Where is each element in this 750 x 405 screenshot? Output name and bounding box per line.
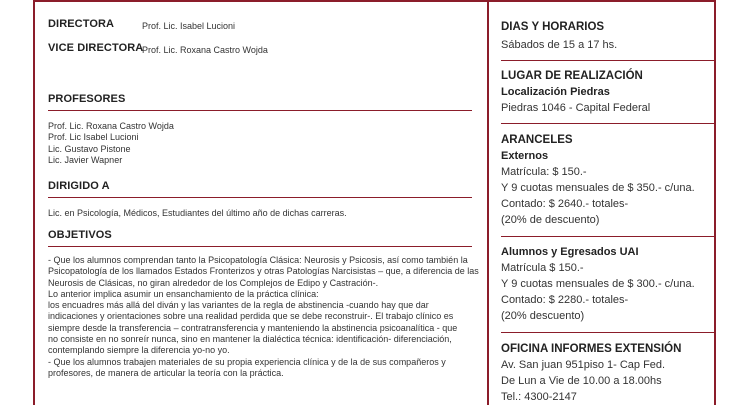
directora-label: DIRECTORA (48, 18, 115, 30)
objetivos-line: Neurosis de Clásicas, no giran alrededor de los Complejos de Edipo y Castración-. (48, 277, 379, 288)
objetivos-line: siempre desde la transferencia – contratransferencia y manteniendo la abstinencia psicoanalítica - que (48, 322, 458, 333)
vicedirectora-label: VICE DIRECTORA (48, 42, 144, 54)
alumnos-line: Y 9 cuotas mensuales de $ 300.- c/una. (501, 278, 695, 290)
externos-title: Externos (501, 150, 549, 162)
lugar-title: LUGAR DE REALIZACIÓN (501, 70, 643, 82)
externos-line: (20% de descuento) (501, 214, 600, 226)
list-item: Prof. Lic. Roxana Castro Wojda (48, 121, 174, 131)
oficina-title: OFICINA INFORMES EXTENSIÓN (501, 343, 682, 355)
objetivos-line: - Que los alumnos comprendan tanto la Psicopatología Clásica: Neurosis y Psicosis, así como también la (48, 255, 468, 265)
list-item: Prof. Lic Isabel Lucioni (48, 132, 139, 143)
dias-title: DIAS Y HORARIOS (501, 21, 605, 33)
profesores-title: PROFESORES (48, 93, 126, 105)
objetivos-line: no consiste en no sonreír nunca, sino en mantener la dialéctica técnica: identificación- diferenciación, (48, 334, 452, 345)
alumnos-line: (20% descuento) (501, 310, 585, 322)
list-item: Lic. Gustavo Pistone (48, 143, 131, 154)
profesores-list (48, 121, 174, 166)
list-item: Lic. Javier Wapner (48, 154, 123, 165)
externos-line: Matrícula: $ 150.- (501, 166, 587, 178)
oficina-line: Av. San juan 951piso 1- Cap Fed. (501, 359, 666, 371)
oficina-line: Tel.: 4300-2147 (501, 391, 577, 403)
objetivos-line: indicaciones y orientaciones sobre una realidad perdida que se debe reconstruir-. El trabajo clínico es (48, 311, 454, 322)
oficina-line: De Lun a Vie de 10.00 a 18.00hs (501, 375, 662, 387)
dirigido-rule (48, 197, 472, 198)
objetivos-line: los encuadres más allá del diván y las variantes de la regla de abstinencia -cuando hay que dar (48, 300, 429, 311)
objetivos-line: - Que los alumnos trabajen materiales de su propia experiencia clínica y de la de sus compañeros y (48, 356, 446, 367)
objetivos-title: OBJETIVOS (48, 229, 112, 241)
alumnos-title: Alumnos y Egresados UAI (501, 246, 639, 258)
dias-rule (501, 60, 716, 61)
objetivos-text (48, 255, 479, 379)
alumnos-rule (501, 332, 716, 333)
aranceles-title: ARANCELES (501, 134, 573, 146)
lugar-text: Piedras 1046 - Capital Federal (501, 102, 651, 114)
objetivos-line: Psicopatología de los llamados Estados Fronterizos y otras Patologías Narcisistas – que, a diferencia de las (48, 266, 479, 277)
objetivos-line: profesores, de manera de articular la teoría con la práctica. (48, 367, 284, 378)
externos-line: Contado: $ 2640.- totales- (501, 198, 629, 210)
profesores-rule (48, 110, 472, 111)
dirigido-text: Lic. en Psicología, Médicos, Estudiantes del último año de dichas carreras. (48, 208, 347, 218)
lugar-sub: Localización Piedras (501, 86, 610, 98)
dias-text: Sábados de 15 a 17 hs. (501, 39, 618, 51)
directora-value: Prof. Lic. Isabel Lucioni (142, 21, 236, 31)
externos-rule (501, 236, 716, 237)
column-divider (487, 0, 489, 405)
objetivos-line: contemplando siempre la diferencia yo-no yo. (48, 345, 230, 356)
alumnos-line: Contado: $ 2280.- totales- (501, 294, 629, 306)
lugar-rule (501, 123, 716, 124)
alumnos-line: Matrícula $ 150.- (501, 262, 584, 274)
vicedirectora-value: Prof. Lic. Roxana Castro Wojda (142, 45, 268, 55)
objetivos-line: Lo anterior implica asumir un ensanchamiento de la práctica clínica: (48, 288, 319, 299)
externos-line: Y 9 cuotas mensuales de $ 350.- c/una. (501, 182, 695, 194)
dirigido-title: DIRIGIDO A (48, 180, 110, 192)
objetivos-rule (48, 246, 472, 247)
